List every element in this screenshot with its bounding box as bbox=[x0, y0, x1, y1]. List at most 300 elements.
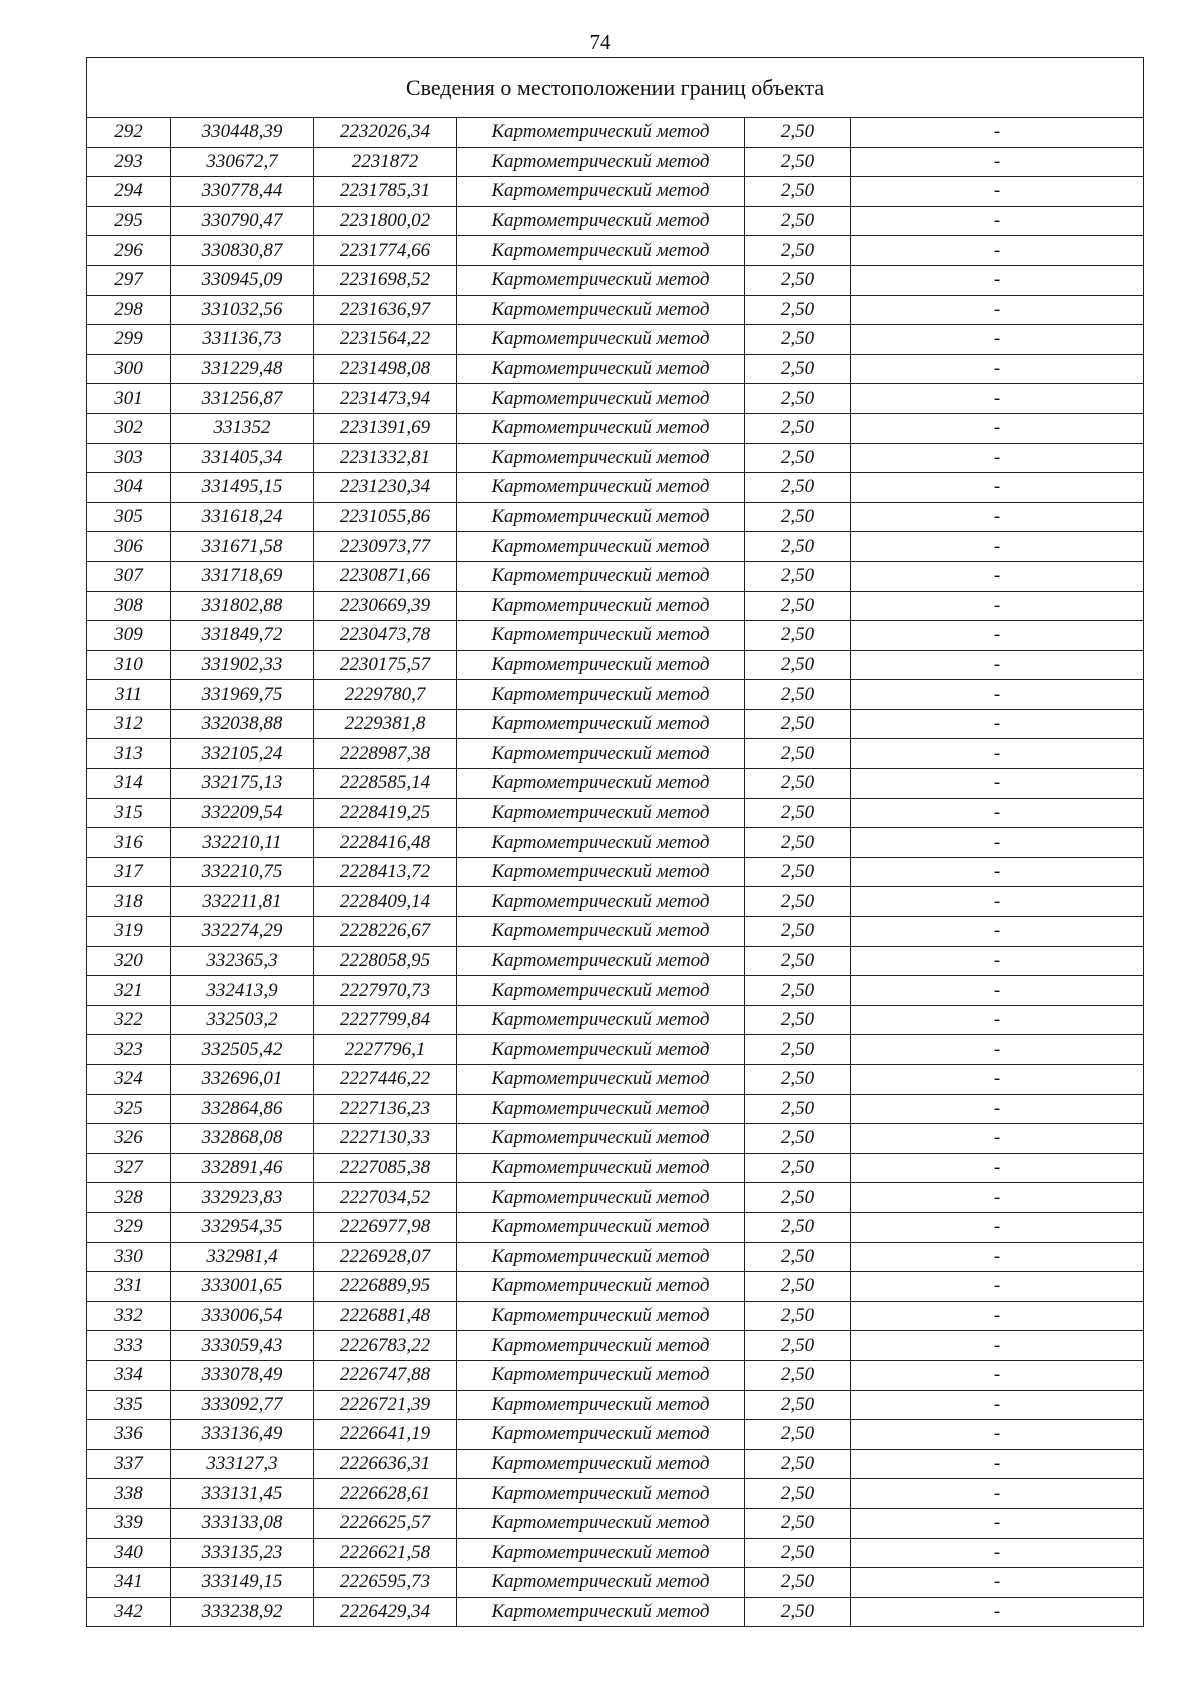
x-coordinate-cell: 330672,7 bbox=[171, 147, 314, 177]
x-coordinate-cell: 332923,83 bbox=[171, 1183, 314, 1213]
table-row bbox=[87, 1568, 1144, 1598]
y-coordinate-cell: 2227136,23 bbox=[314, 1094, 457, 1124]
y-coordinate-cell: 2226747,88 bbox=[314, 1360, 457, 1390]
x-coordinate-cell: 331718,69 bbox=[171, 561, 314, 591]
y-coordinate-cell: 2226977,98 bbox=[314, 1212, 457, 1242]
y-coordinate-cell: 2226429,34 bbox=[314, 1597, 457, 1627]
description-cell: - bbox=[851, 798, 1144, 828]
description-cell: - bbox=[851, 739, 1144, 769]
accuracy-cell: 2,50 bbox=[745, 887, 851, 917]
point-number-cell: 304 bbox=[87, 473, 171, 503]
method-cell: Картометрический метод bbox=[457, 887, 745, 917]
accuracy-cell: 2,50 bbox=[745, 739, 851, 769]
point-number-cell: 325 bbox=[87, 1094, 171, 1124]
x-coordinate-cell: 332864,86 bbox=[171, 1094, 314, 1124]
description-cell: - bbox=[851, 384, 1144, 414]
description-cell: - bbox=[851, 1331, 1144, 1361]
point-number-cell: 308 bbox=[87, 591, 171, 621]
y-coordinate-cell: 2227034,52 bbox=[314, 1183, 457, 1213]
table-row bbox=[87, 473, 1144, 503]
y-coordinate-cell: 2228416,48 bbox=[314, 828, 457, 858]
x-coordinate-cell: 332209,54 bbox=[171, 798, 314, 828]
x-coordinate-cell: 330790,47 bbox=[171, 206, 314, 236]
x-coordinate-cell: 333006,54 bbox=[171, 1301, 314, 1331]
method-cell: Картометрический метод bbox=[457, 1153, 745, 1183]
point-number-cell: 311 bbox=[87, 680, 171, 710]
point-number-cell: 316 bbox=[87, 828, 171, 858]
point-number-cell: 310 bbox=[87, 650, 171, 680]
y-coordinate-cell: 2226783,22 bbox=[314, 1331, 457, 1361]
x-coordinate-cell: 331256,87 bbox=[171, 384, 314, 414]
accuracy-cell: 2,50 bbox=[745, 1301, 851, 1331]
point-number-cell: 331 bbox=[87, 1272, 171, 1302]
table-row bbox=[87, 828, 1144, 858]
point-number-cell: 328 bbox=[87, 1183, 171, 1213]
method-cell: Картометрический метод bbox=[457, 561, 745, 591]
x-coordinate-cell: 333131,45 bbox=[171, 1479, 314, 1509]
point-number-cell: 317 bbox=[87, 857, 171, 887]
method-cell: Картометрический метод bbox=[457, 680, 745, 710]
description-cell: - bbox=[851, 1538, 1144, 1568]
y-coordinate-cell: 2230669,39 bbox=[314, 591, 457, 621]
method-cell: Картометрический метод bbox=[457, 828, 745, 858]
method-cell: Картометрический метод bbox=[457, 265, 745, 295]
description-cell: - bbox=[851, 769, 1144, 799]
table-row bbox=[87, 177, 1144, 207]
x-coordinate-cell: 331849,72 bbox=[171, 621, 314, 651]
table-row bbox=[87, 1538, 1144, 1568]
x-coordinate-cell: 333238,92 bbox=[171, 1597, 314, 1627]
accuracy-cell: 2,50 bbox=[745, 1331, 851, 1361]
x-coordinate-cell: 332413,9 bbox=[171, 976, 314, 1006]
y-coordinate-cell: 2227085,38 bbox=[314, 1153, 457, 1183]
point-number-cell: 323 bbox=[87, 1035, 171, 1065]
point-number-cell: 312 bbox=[87, 709, 171, 739]
point-number-cell: 322 bbox=[87, 1005, 171, 1035]
description-cell: - bbox=[851, 1508, 1144, 1538]
description-cell: - bbox=[851, 1242, 1144, 1272]
description-cell: - bbox=[851, 1005, 1144, 1035]
y-coordinate-cell: 2227130,33 bbox=[314, 1124, 457, 1154]
x-coordinate-cell: 332891,46 bbox=[171, 1153, 314, 1183]
method-cell: Картометрический метод bbox=[457, 1183, 745, 1213]
table-row bbox=[87, 502, 1144, 532]
y-coordinate-cell: 2226621,58 bbox=[314, 1538, 457, 1568]
table-row bbox=[87, 1331, 1144, 1361]
point-number-cell: 336 bbox=[87, 1420, 171, 1450]
table-row bbox=[87, 384, 1144, 414]
point-number-cell: 299 bbox=[87, 325, 171, 355]
point-number-cell: 297 bbox=[87, 265, 171, 295]
method-cell: Картометрический метод bbox=[457, 325, 745, 355]
method-cell: Картометрический метод bbox=[457, 1449, 745, 1479]
x-coordinate-cell: 330945,09 bbox=[171, 265, 314, 295]
point-number-cell: 292 bbox=[87, 118, 171, 148]
accuracy-cell: 2,50 bbox=[745, 1390, 851, 1420]
x-coordinate-cell: 333078,49 bbox=[171, 1360, 314, 1390]
point-number-cell: 307 bbox=[87, 561, 171, 591]
accuracy-cell: 2,50 bbox=[745, 621, 851, 651]
y-coordinate-cell: 2231230,34 bbox=[314, 473, 457, 503]
table-row bbox=[87, 413, 1144, 443]
x-coordinate-cell: 331032,56 bbox=[171, 295, 314, 325]
table-row bbox=[87, 946, 1144, 976]
method-cell: Картометрический метод bbox=[457, 413, 745, 443]
description-cell: - bbox=[851, 650, 1144, 680]
point-number-cell: 338 bbox=[87, 1479, 171, 1509]
description-cell: - bbox=[851, 828, 1144, 858]
table-row bbox=[87, 236, 1144, 266]
x-coordinate-cell: 333092,77 bbox=[171, 1390, 314, 1420]
point-number-cell: 305 bbox=[87, 502, 171, 532]
method-cell: Картометрический метод bbox=[457, 621, 745, 651]
method-cell: Картометрический метод bbox=[457, 1272, 745, 1302]
table-row bbox=[87, 1597, 1144, 1627]
x-coordinate-cell: 333127,3 bbox=[171, 1449, 314, 1479]
description-cell: - bbox=[851, 118, 1144, 148]
method-cell: Картометрический метод bbox=[457, 1538, 745, 1568]
accuracy-cell: 2,50 bbox=[745, 591, 851, 621]
description-cell: - bbox=[851, 502, 1144, 532]
method-cell: Картометрический метод bbox=[457, 1360, 745, 1390]
accuracy-cell: 2,50 bbox=[745, 1065, 851, 1095]
description-cell: - bbox=[851, 946, 1144, 976]
x-coordinate-cell: 333133,08 bbox=[171, 1508, 314, 1538]
y-coordinate-cell: 2226636,31 bbox=[314, 1449, 457, 1479]
table-row bbox=[87, 1035, 1144, 1065]
method-cell: Картометрический метод bbox=[457, 1005, 745, 1035]
accuracy-cell: 2,50 bbox=[745, 798, 851, 828]
x-coordinate-cell: 332954,35 bbox=[171, 1212, 314, 1242]
description-cell: - bbox=[851, 147, 1144, 177]
y-coordinate-cell: 2227446,22 bbox=[314, 1065, 457, 1095]
table-row bbox=[87, 1212, 1144, 1242]
table-title: Сведения о местоположении границ объекта bbox=[87, 58, 1144, 118]
description-cell: - bbox=[851, 591, 1144, 621]
x-coordinate-cell: 332505,42 bbox=[171, 1035, 314, 1065]
x-coordinate-cell: 331618,24 bbox=[171, 502, 314, 532]
accuracy-cell: 2,50 bbox=[745, 1449, 851, 1479]
x-coordinate-cell: 331969,75 bbox=[171, 680, 314, 710]
y-coordinate-cell: 2227970,73 bbox=[314, 976, 457, 1006]
table-row bbox=[87, 1065, 1144, 1095]
table-row bbox=[87, 1508, 1144, 1538]
y-coordinate-cell: 2229381,8 bbox=[314, 709, 457, 739]
x-coordinate-cell: 333059,43 bbox=[171, 1331, 314, 1361]
accuracy-cell: 2,50 bbox=[745, 1420, 851, 1450]
description-cell: - bbox=[851, 1124, 1144, 1154]
accuracy-cell: 2,50 bbox=[745, 1360, 851, 1390]
description-cell: - bbox=[851, 443, 1144, 473]
y-coordinate-cell: 2231636,97 bbox=[314, 295, 457, 325]
table-row bbox=[87, 265, 1144, 295]
table-row bbox=[87, 325, 1144, 355]
accuracy-cell: 2,50 bbox=[745, 857, 851, 887]
x-coordinate-cell: 331136,73 bbox=[171, 325, 314, 355]
description-cell: - bbox=[851, 265, 1144, 295]
method-cell: Картометрический метод bbox=[457, 1094, 745, 1124]
point-number-cell: 342 bbox=[87, 1597, 171, 1627]
y-coordinate-cell: 2231698,52 bbox=[314, 265, 457, 295]
x-coordinate-cell: 330830,87 bbox=[171, 236, 314, 266]
y-coordinate-cell: 2231391,69 bbox=[314, 413, 457, 443]
y-coordinate-cell: 2226881,48 bbox=[314, 1301, 457, 1331]
y-coordinate-cell: 2231055,86 bbox=[314, 502, 457, 532]
accuracy-cell: 2,50 bbox=[745, 917, 851, 947]
y-coordinate-cell: 2231332,81 bbox=[314, 443, 457, 473]
method-cell: Картометрический метод bbox=[457, 473, 745, 503]
method-cell: Картометрический метод bbox=[457, 1301, 745, 1331]
accuracy-cell: 2,50 bbox=[745, 1094, 851, 1124]
method-cell: Картометрический метод bbox=[457, 443, 745, 473]
method-cell: Картометрический метод bbox=[457, 118, 745, 148]
accuracy-cell: 2,50 bbox=[745, 265, 851, 295]
y-coordinate-cell: 2228413,72 bbox=[314, 857, 457, 887]
point-number-cell: 340 bbox=[87, 1538, 171, 1568]
accuracy-cell: 2,50 bbox=[745, 709, 851, 739]
method-cell: Картометрический метод bbox=[457, 1331, 745, 1361]
x-coordinate-cell: 331405,34 bbox=[171, 443, 314, 473]
method-cell: Картометрический метод bbox=[457, 709, 745, 739]
method-cell: Картометрический метод bbox=[457, 1242, 745, 1272]
method-cell: Картометрический метод bbox=[457, 236, 745, 266]
description-cell: - bbox=[851, 1212, 1144, 1242]
description-cell: - bbox=[851, 413, 1144, 443]
x-coordinate-cell: 331352 bbox=[171, 413, 314, 443]
y-coordinate-cell: 2226641,19 bbox=[314, 1420, 457, 1450]
accuracy-cell: 2,50 bbox=[745, 1005, 851, 1035]
point-number-cell: 334 bbox=[87, 1360, 171, 1390]
accuracy-cell: 2,50 bbox=[745, 443, 851, 473]
method-cell: Картометрический метод bbox=[457, 591, 745, 621]
point-number-cell: 327 bbox=[87, 1153, 171, 1183]
accuracy-cell: 2,50 bbox=[745, 295, 851, 325]
accuracy-cell: 2,50 bbox=[745, 1212, 851, 1242]
accuracy-cell: 2,50 bbox=[745, 413, 851, 443]
method-cell: Картометрический метод bbox=[457, 177, 745, 207]
method-cell: Картометрический метод bbox=[457, 739, 745, 769]
description-cell: - bbox=[851, 561, 1144, 591]
point-number-cell: 303 bbox=[87, 443, 171, 473]
description-cell: - bbox=[851, 887, 1144, 917]
description-cell: - bbox=[851, 709, 1144, 739]
y-coordinate-cell: 2228226,67 bbox=[314, 917, 457, 947]
point-number-cell: 295 bbox=[87, 206, 171, 236]
y-coordinate-cell: 2231774,66 bbox=[314, 236, 457, 266]
accuracy-cell: 2,50 bbox=[745, 1035, 851, 1065]
point-number-cell: 315 bbox=[87, 798, 171, 828]
x-coordinate-cell: 333136,49 bbox=[171, 1420, 314, 1450]
method-cell: Картометрический метод bbox=[457, 1390, 745, 1420]
y-coordinate-cell: 2230473,78 bbox=[314, 621, 457, 651]
x-coordinate-cell: 332105,24 bbox=[171, 739, 314, 769]
method-cell: Картометрический метод bbox=[457, 147, 745, 177]
description-cell: - bbox=[851, 917, 1144, 947]
point-number-cell: 330 bbox=[87, 1242, 171, 1272]
accuracy-cell: 2,50 bbox=[745, 1597, 851, 1627]
method-cell: Картометрический метод bbox=[457, 1479, 745, 1509]
description-cell: - bbox=[851, 473, 1144, 503]
table-row bbox=[87, 1420, 1144, 1450]
y-coordinate-cell: 2231800,02 bbox=[314, 206, 457, 236]
description-cell: - bbox=[851, 1065, 1144, 1095]
table-row bbox=[87, 1005, 1144, 1035]
point-number-cell: 339 bbox=[87, 1508, 171, 1538]
accuracy-cell: 2,50 bbox=[745, 1479, 851, 1509]
x-coordinate-cell: 331229,48 bbox=[171, 354, 314, 384]
table-row bbox=[87, 147, 1144, 177]
description-cell: - bbox=[851, 1035, 1144, 1065]
point-number-cell: 332 bbox=[87, 1301, 171, 1331]
table-row bbox=[87, 650, 1144, 680]
y-coordinate-cell: 2230175,57 bbox=[314, 650, 457, 680]
accuracy-cell: 2,50 bbox=[745, 206, 851, 236]
method-cell: Картометрический метод bbox=[457, 1568, 745, 1598]
point-number-cell: 314 bbox=[87, 769, 171, 799]
point-number-cell: 301 bbox=[87, 384, 171, 414]
table-row bbox=[87, 1124, 1144, 1154]
y-coordinate-cell: 2226595,73 bbox=[314, 1568, 457, 1598]
accuracy-cell: 2,50 bbox=[745, 1508, 851, 1538]
x-coordinate-cell: 331495,15 bbox=[171, 473, 314, 503]
x-coordinate-cell: 332210,11 bbox=[171, 828, 314, 858]
table-row bbox=[87, 532, 1144, 562]
table-row bbox=[87, 561, 1144, 591]
x-coordinate-cell: 331902,33 bbox=[171, 650, 314, 680]
method-cell: Картометрический метод bbox=[457, 946, 745, 976]
description-cell: - bbox=[851, 621, 1144, 651]
method-cell: Картометрический метод bbox=[457, 206, 745, 236]
accuracy-cell: 2,50 bbox=[745, 1568, 851, 1598]
point-number-cell: 313 bbox=[87, 739, 171, 769]
method-cell: Картометрический метод bbox=[457, 917, 745, 947]
y-coordinate-cell: 2226928,07 bbox=[314, 1242, 457, 1272]
method-cell: Картометрический метод bbox=[457, 1035, 745, 1065]
accuracy-cell: 2,50 bbox=[745, 1538, 851, 1568]
y-coordinate-cell: 2230973,77 bbox=[314, 532, 457, 562]
y-coordinate-cell: 2231498,08 bbox=[314, 354, 457, 384]
point-number-cell: 294 bbox=[87, 177, 171, 207]
accuracy-cell: 2,50 bbox=[745, 1272, 851, 1302]
description-cell: - bbox=[851, 976, 1144, 1006]
point-number-cell: 326 bbox=[87, 1124, 171, 1154]
accuracy-cell: 2,50 bbox=[745, 1153, 851, 1183]
table-title-row bbox=[87, 58, 1144, 118]
accuracy-cell: 2,50 bbox=[745, 946, 851, 976]
x-coordinate-cell: 332503,2 bbox=[171, 1005, 314, 1035]
point-number-cell: 337 bbox=[87, 1449, 171, 1479]
accuracy-cell: 2,50 bbox=[745, 532, 851, 562]
y-coordinate-cell: 2231872 bbox=[314, 147, 457, 177]
y-coordinate-cell: 2226628,61 bbox=[314, 1479, 457, 1509]
table-row bbox=[87, 739, 1144, 769]
x-coordinate-cell: 332210,75 bbox=[171, 857, 314, 887]
x-coordinate-cell: 332175,13 bbox=[171, 769, 314, 799]
x-coordinate-cell: 330448,39 bbox=[171, 118, 314, 148]
method-cell: Картометрический метод bbox=[457, 295, 745, 325]
y-coordinate-cell: 2228058,95 bbox=[314, 946, 457, 976]
accuracy-cell: 2,50 bbox=[745, 1124, 851, 1154]
table-row bbox=[87, 1449, 1144, 1479]
point-number-cell: 296 bbox=[87, 236, 171, 266]
accuracy-cell: 2,50 bbox=[745, 502, 851, 532]
description-cell: - bbox=[851, 206, 1144, 236]
method-cell: Картометрический метод bbox=[457, 502, 745, 532]
accuracy-cell: 2,50 bbox=[745, 236, 851, 266]
method-cell: Картометрический метод bbox=[457, 532, 745, 562]
x-coordinate-cell: 331671,58 bbox=[171, 532, 314, 562]
description-cell: - bbox=[851, 1597, 1144, 1627]
description-cell: - bbox=[851, 1183, 1144, 1213]
method-cell: Картометрический метод bbox=[457, 857, 745, 887]
y-coordinate-cell: 2227799,84 bbox=[314, 1005, 457, 1035]
table-row bbox=[87, 887, 1144, 917]
accuracy-cell: 2,50 bbox=[745, 680, 851, 710]
table-row bbox=[87, 1272, 1144, 1302]
x-coordinate-cell: 332038,88 bbox=[171, 709, 314, 739]
table-row bbox=[87, 1301, 1144, 1331]
x-coordinate-cell: 333001,65 bbox=[171, 1272, 314, 1302]
y-coordinate-cell: 2228987,38 bbox=[314, 739, 457, 769]
accuracy-cell: 2,50 bbox=[745, 473, 851, 503]
description-cell: - bbox=[851, 1272, 1144, 1302]
description-cell: - bbox=[851, 1360, 1144, 1390]
x-coordinate-cell: 333135,23 bbox=[171, 1538, 314, 1568]
method-cell: Картометрический метод bbox=[457, 769, 745, 799]
accuracy-cell: 2,50 bbox=[745, 976, 851, 1006]
point-number-cell: 341 bbox=[87, 1568, 171, 1598]
accuracy-cell: 2,50 bbox=[745, 769, 851, 799]
point-number-cell: 333 bbox=[87, 1331, 171, 1361]
method-cell: Картометрический метод bbox=[457, 976, 745, 1006]
table-row bbox=[87, 976, 1144, 1006]
method-cell: Картометрический метод bbox=[457, 1420, 745, 1450]
x-coordinate-cell: 332868,08 bbox=[171, 1124, 314, 1154]
description-cell: - bbox=[851, 1094, 1144, 1124]
x-coordinate-cell: 333149,15 bbox=[171, 1568, 314, 1598]
description-cell: - bbox=[851, 1153, 1144, 1183]
description-cell: - bbox=[851, 680, 1144, 710]
description-cell: - bbox=[851, 354, 1144, 384]
method-cell: Картометрический метод bbox=[457, 354, 745, 384]
table-row bbox=[87, 591, 1144, 621]
accuracy-cell: 2,50 bbox=[745, 1183, 851, 1213]
x-coordinate-cell: 332274,29 bbox=[171, 917, 314, 947]
description-cell: - bbox=[851, 295, 1144, 325]
y-coordinate-cell: 2229780,7 bbox=[314, 680, 457, 710]
description-cell: - bbox=[851, 1449, 1144, 1479]
table-row bbox=[87, 295, 1144, 325]
x-coordinate-cell: 332365,3 bbox=[171, 946, 314, 976]
accuracy-cell: 2,50 bbox=[745, 1242, 851, 1272]
table-row bbox=[87, 1094, 1144, 1124]
description-cell: - bbox=[851, 236, 1144, 266]
method-cell: Картометрический метод bbox=[457, 1124, 745, 1154]
method-cell: Картометрический метод bbox=[457, 650, 745, 680]
point-number-cell: 298 bbox=[87, 295, 171, 325]
y-coordinate-cell: 2231473,94 bbox=[314, 384, 457, 414]
table-row bbox=[87, 917, 1144, 947]
method-cell: Картометрический метод bbox=[457, 1065, 745, 1095]
description-cell: - bbox=[851, 325, 1144, 355]
description-cell: - bbox=[851, 177, 1144, 207]
y-coordinate-cell: 2231785,31 bbox=[314, 177, 457, 207]
y-coordinate-cell: 2228419,25 bbox=[314, 798, 457, 828]
x-coordinate-cell: 330778,44 bbox=[171, 177, 314, 207]
point-number-cell: 300 bbox=[87, 354, 171, 384]
boundary-coordinates-table bbox=[86, 57, 1144, 1627]
point-number-cell: 329 bbox=[87, 1212, 171, 1242]
